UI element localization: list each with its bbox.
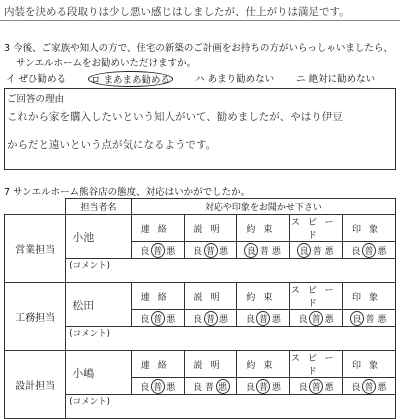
- q3-question-line2: サンエルホームをお勧めいただけますか。: [16, 58, 197, 69]
- rating-option[interactable]: 悪: [219, 314, 229, 325]
- staff-name-2: 小嶋: [66, 351, 132, 395]
- rating-option[interactable]: 普: [362, 379, 376, 394]
- criterion-label: スピード: [290, 215, 343, 242]
- reason-label: ご回答の理由: [7, 94, 65, 105]
- rating-group: [343, 378, 396, 395]
- rating-option[interactable]: 普: [365, 314, 375, 325]
- rating-option[interactable]: 良: [351, 382, 361, 393]
- rating-option[interactable]: 悪: [216, 379, 230, 394]
- criterion-label: 説明: [184, 215, 237, 242]
- rating-option[interactable]: 良: [298, 314, 308, 325]
- q3-options: [6, 71, 375, 87]
- criterion-label: スピード: [290, 283, 343, 310]
- header-empty: [5, 199, 66, 215]
- rating-group: [290, 242, 343, 259]
- option-1[interactable]: イ ぜひ勧める: [6, 74, 67, 85]
- rating-option[interactable]: 普: [309, 379, 323, 394]
- rating-option[interactable]: 悪: [377, 382, 387, 393]
- rating-option[interactable]: 悪: [377, 246, 387, 257]
- rating-option[interactable]: 普: [256, 311, 270, 326]
- rating-option[interactable]: 悪: [377, 314, 387, 325]
- rating-option[interactable]: 良: [298, 382, 308, 393]
- rating-option[interactable]: 悪: [166, 246, 176, 257]
- rating-option[interactable]: 普: [312, 246, 322, 257]
- role-0: 営業担当: [5, 215, 66, 283]
- rating-option[interactable]: 良: [140, 246, 150, 257]
- rating-option[interactable]: 良: [193, 246, 203, 257]
- criterion-label: 約束: [237, 351, 290, 378]
- rating-option[interactable]: 悪: [324, 246, 334, 257]
- staff-name-0: 小池: [66, 215, 132, 259]
- q7-question: 7 サンエルホーム熊谷店の態度、対応はいかがでしたか。: [4, 187, 251, 198]
- rating-option[interactable]: 普: [204, 243, 218, 258]
- criterion-label: 印象: [343, 283, 396, 310]
- header-ask: 対応や印象をお聞かせ下さい: [131, 199, 395, 215]
- option-3[interactable]: ハ あまり勧めない: [195, 74, 275, 85]
- criterion-label: 印象: [343, 351, 396, 378]
- rating-option[interactable]: 普: [309, 311, 323, 326]
- evaluation-table: [4, 198, 396, 419]
- reason-text-line2: からだと遠いという点が気になるようです。: [7, 139, 217, 151]
- rating-group: [237, 310, 290, 327]
- rating-option[interactable]: 良: [193, 382, 203, 393]
- role-2: 設計担当: [5, 351, 66, 419]
- rating-option[interactable]: 普: [205, 382, 215, 393]
- criterion-label: 印象: [343, 215, 396, 242]
- rating-option[interactable]: 悪: [324, 314, 334, 325]
- criterion-label: 連絡: [131, 283, 184, 310]
- header-person: 担当者名: [66, 199, 132, 215]
- criterion-label: 説明: [184, 283, 237, 310]
- rating-option[interactable]: 普: [259, 246, 269, 257]
- criterion-label: 連絡: [131, 351, 184, 378]
- rating-option[interactable]: 悪: [219, 246, 229, 257]
- reason-text-line1: これから家を購入したいという知人がいて、勧めましたが、やはり伊豆: [7, 111, 343, 123]
- comment-field[interactable]: (コメント): [66, 395, 396, 419]
- rating-group: [131, 242, 184, 259]
- rating-option[interactable]: 普: [256, 379, 270, 394]
- rating-option[interactable]: 悪: [166, 314, 176, 325]
- rating-option[interactable]: 良: [193, 314, 203, 325]
- rating-group: [131, 310, 184, 327]
- rating-option[interactable]: 悪: [324, 382, 334, 393]
- rating-option[interactable]: 良: [244, 243, 258, 258]
- rating-option[interactable]: 悪: [271, 246, 281, 257]
- staff-name-1: 松田: [66, 283, 132, 327]
- criterion-label: 約束: [237, 283, 290, 310]
- q3-question-line1: 3 今後、ご家族や知人の方で、住宅の新築のご計画をお持ちの方がいらっしゃいましたら、: [4, 43, 393, 54]
- role-1: 工務担当: [5, 283, 66, 351]
- reason-box: [4, 88, 396, 170]
- rating-option[interactable]: 良: [351, 246, 361, 257]
- criterion-label: 説明: [184, 351, 237, 378]
- rating-option[interactable]: 普: [151, 379, 165, 394]
- rating-option[interactable]: 良: [245, 314, 255, 325]
- rating-option[interactable]: 悪: [271, 382, 281, 393]
- rating-option[interactable]: 普: [151, 311, 165, 326]
- rating-option[interactable]: 普: [204, 311, 218, 326]
- rating-option[interactable]: 普: [151, 243, 165, 258]
- option-4[interactable]: ニ 絶対に勧めない: [296, 74, 376, 85]
- rating-group: [290, 310, 343, 327]
- rating-group: [343, 310, 396, 327]
- underline-top: [0, 20, 400, 21]
- rating-option[interactable]: 悪: [271, 314, 281, 325]
- rating-option[interactable]: 良: [140, 382, 150, 393]
- handwritten-top-comment: 内装を決める段取りは少し悪い感じはしましたが、仕上がりは満足です。: [4, 6, 350, 18]
- rating-option[interactable]: 悪: [166, 382, 176, 393]
- rating-group: [237, 378, 290, 395]
- criterion-label: 約束: [237, 215, 290, 242]
- rating-group: [290, 378, 343, 395]
- rating-option[interactable]: 良: [245, 382, 255, 393]
- criterion-label: 連絡: [131, 215, 184, 242]
- rating-group: [184, 310, 237, 327]
- comment-field[interactable]: (コメント): [66, 327, 396, 351]
- rating-group: [237, 242, 290, 259]
- rating-option[interactable]: 普: [362, 243, 376, 258]
- rating-option[interactable]: 良: [297, 243, 311, 258]
- rating-option[interactable]: 良: [350, 311, 364, 326]
- rating-group: [184, 378, 237, 395]
- criterion-label: スピード: [290, 351, 343, 378]
- rating-group: [343, 242, 396, 259]
- rating-group: [184, 242, 237, 259]
- option-2-selected[interactable]: ロ まあまあ勧める: [88, 71, 173, 87]
- rating-group: [131, 378, 184, 395]
- rating-option[interactable]: 良: [140, 314, 150, 325]
- comment-field[interactable]: (コメント): [66, 259, 396, 283]
